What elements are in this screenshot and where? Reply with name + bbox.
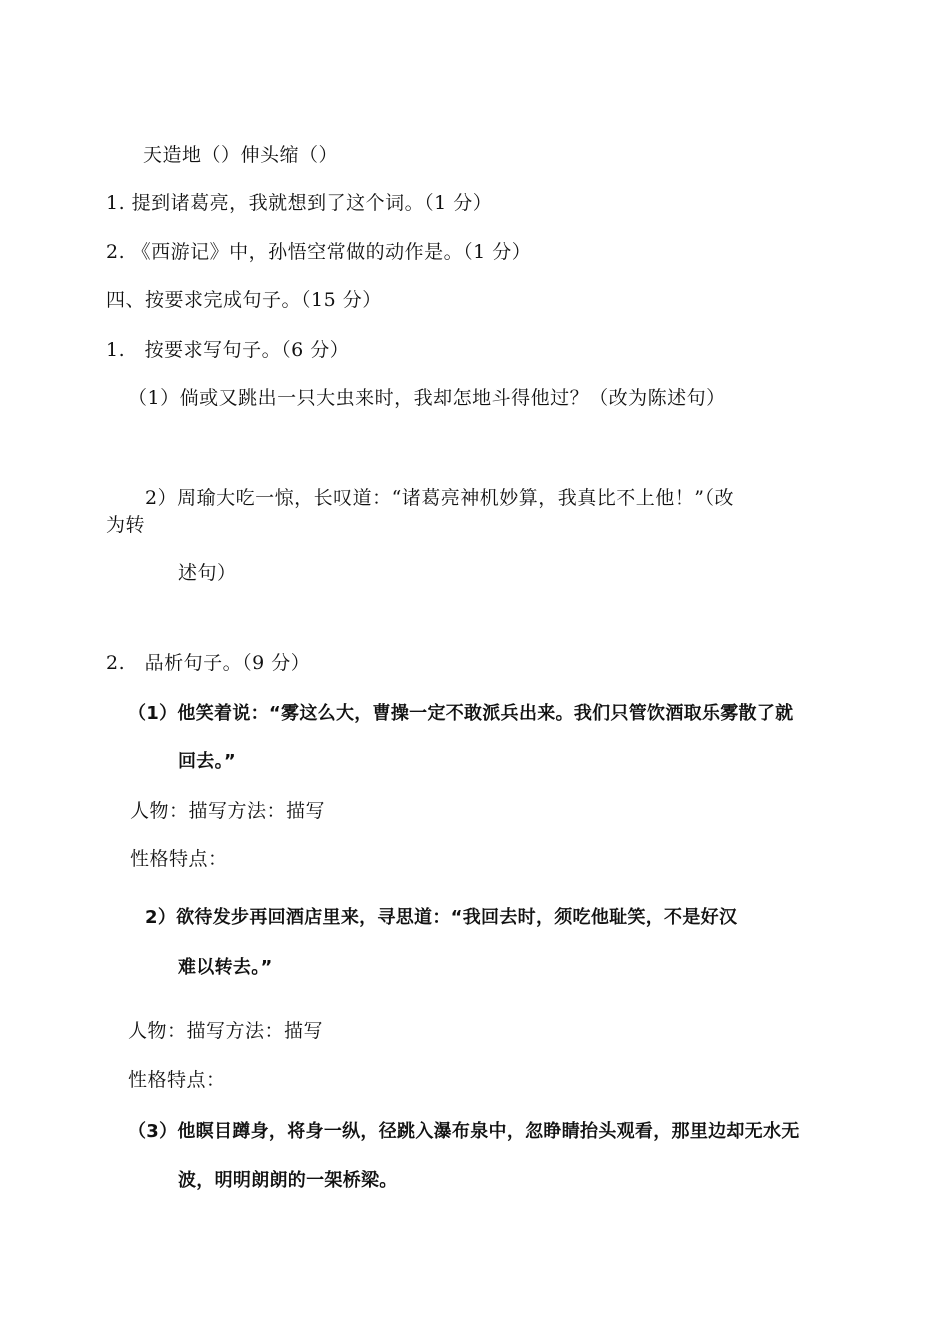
analysis-item-2-personality: 性格特点： [128, 1069, 226, 1091]
analysis-item-3-cont: 波，明明朗朗的一架桥梁。 [178, 1170, 398, 1191]
analysis-item-1-personality: 性格特点： [130, 848, 228, 870]
question-2-sun-wukong: 2. 《西游记》中，孙悟空常做的动作是。（1 分） [106, 241, 532, 263]
idiom-blanks-line: 天造地（）伸头缩（） [143, 144, 339, 166]
analysis-item-1: （1）他笑着说：“雾这么大，曹操一定不敢派兵出来。我们只管饮酒取乐雾散了就 [128, 703, 794, 724]
subsection-1-heading: 1. 按要求写句子。（6 分） [106, 339, 350, 361]
analysis-item-1-character-method: 人物：描写方法：描写 [130, 800, 326, 822]
sentence-1-item-2-wrap: 为转 [106, 514, 146, 536]
analysis-item-2: 2）欲待发步再回酒店里来，寻思道：“我回去时，须吃他耻笑，不是好汉 [145, 907, 738, 928]
question-1-zhuge-liang: 1. 提到诸葛亮，我就想到了这个词。（1 分） [106, 192, 493, 214]
sentence-1-item-1: （1）倘或又跳出一只大虫来时，我却怎地斗得他过？（改为陈述句） [128, 387, 726, 409]
analysis-item-1-cont: 回去。” [178, 751, 237, 772]
sentence-1-item-2-cont: 述句） [178, 562, 237, 584]
analysis-item-3: （3）他瞑目蹲身，将身一纵，径跳入瀑布泉中，忽睁睛抬头观看，那里边却无水无 [128, 1121, 800, 1142]
analysis-item-2-character-method: 人物：描写方法：描写 [128, 1020, 324, 1042]
section-4-heading: 四、按要求完成句子。（15 分） [106, 289, 382, 311]
analysis-item-2-cont: 难以转去。” [178, 957, 273, 978]
subsection-2-heading: 2. 品析句子。（9 分） [106, 652, 311, 674]
sentence-1-item-2: 2）周瑜大吃一惊，长叹道：“诸葛亮神机妙算，我真比不上他！”（改 [145, 487, 735, 509]
